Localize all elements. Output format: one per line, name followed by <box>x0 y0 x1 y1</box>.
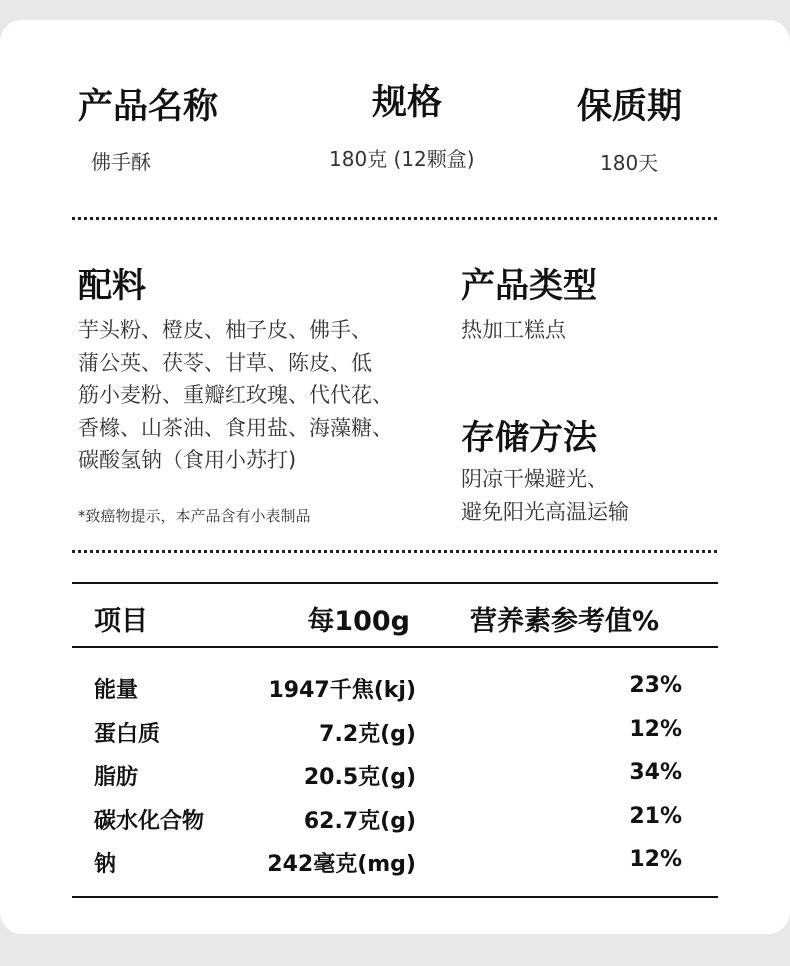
shelf-life-label: 保质期 <box>577 87 683 127</box>
row-nrv: 12% <box>629 847 682 872</box>
row-per100g: 20.5克(g) <box>303 765 416 790</box>
allergen-warning: *致癌物提示，本产品含有小表制品 <box>78 507 311 525</box>
shelf-life-value: 180天 <box>600 151 659 175</box>
ingredients-line: 香橼、山茶油、食用盐、海藻糖、 <box>78 415 393 440</box>
storage-text <box>461 463 629 528</box>
spec-label: 规格 <box>372 83 443 123</box>
spec-value: 180克 (12颗盒) <box>329 147 475 171</box>
storage-title: 存储方法 <box>461 418 597 458</box>
header-per100g: 每100g <box>307 606 410 637</box>
row-nrv: 23% <box>629 673 682 698</box>
ingredients-line: 筋小麦粉、重瓣红玫瑰、代代花、 <box>78 383 393 407</box>
row-nrv: 34% <box>629 760 682 785</box>
dotted-divider-bottom <box>72 550 717 553</box>
ingredients-list <box>78 314 393 477</box>
row-per100g: 7.2克(g) <box>319 722 416 747</box>
table-top-rule <box>72 582 718 584</box>
storage-line: 阴凉干燥避光、 <box>461 467 608 491</box>
row-item: 碳水化合物 <box>94 809 205 834</box>
row-per100g: 242毫克(mg) <box>267 852 416 877</box>
row-item: 脂肪 <box>94 765 139 790</box>
table-bottom-rule <box>72 896 718 898</box>
row-nrv: 12% <box>629 717 682 742</box>
product-name-label: 产品名称 <box>78 87 219 127</box>
row-per100g: 1947千焦(kj) <box>268 678 416 703</box>
ingredients-line: 碳酸氢钠（食用小苏打) <box>78 448 297 472</box>
header-nrv: 营养素参考值% <box>470 606 660 637</box>
product-type-value: 热加工糕点 <box>461 318 566 342</box>
row-item: 能量 <box>94 678 139 703</box>
ingredients-title: 配料 <box>78 266 146 306</box>
product-type-title: 产品类型 <box>461 266 597 306</box>
table-header-rule <box>72 646 718 648</box>
row-item: 钠 <box>94 852 117 877</box>
row-per100g: 62.7克(g) <box>303 809 416 834</box>
storage-line: 避免阳光高温运输 <box>461 499 629 524</box>
row-item: 蛋白质 <box>94 722 161 747</box>
header-item: 项目 <box>94 606 148 637</box>
ingredients-line: 蒲公英、茯苓、甘草、陈皮、低 <box>78 350 372 375</box>
dotted-divider-top <box>72 217 717 220</box>
row-nrv: 21% <box>629 804 682 829</box>
ingredients-line: 芋头粉、橙皮、柚子皮、佛手、 <box>78 318 372 342</box>
product-name-value: 佛手酥 <box>91 150 151 174</box>
